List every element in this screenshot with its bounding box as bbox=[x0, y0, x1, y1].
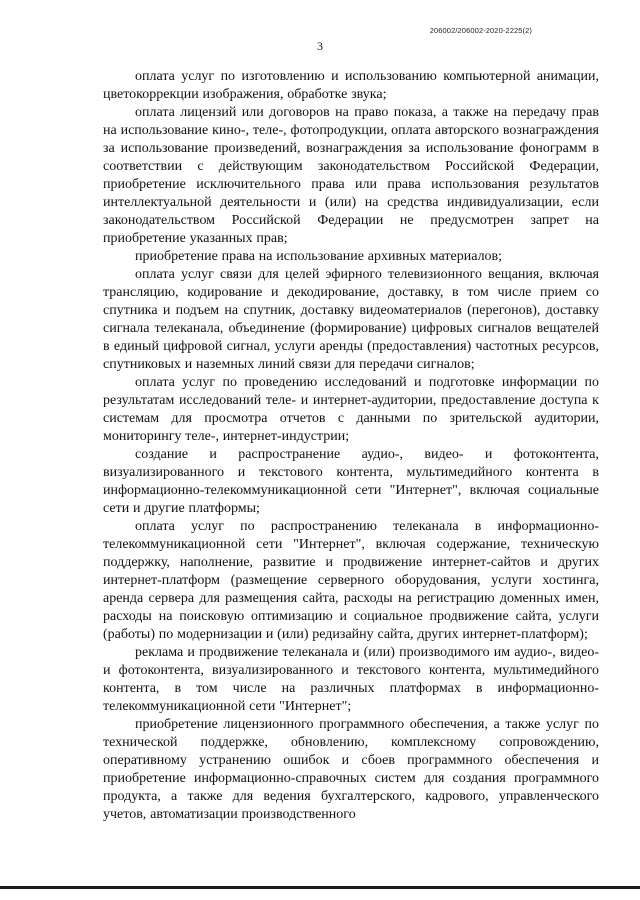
paragraph: оплата услуг по изготовлению и использованию компьютерной анимации, цветокоррекции изображения, обработке звука; bbox=[103, 69, 599, 102]
document-body bbox=[103, 68, 599, 824]
scan-edge-line bbox=[0, 886, 640, 889]
paragraph: приобретение лицензионного программного обеспечения, а также услуг по технической поддержке, обновлению, комплексному сопровождению, оперативному устранению ошибок и сбоев программного обеспечения и приобретение информационно-справочных систем для создания программного продукта, а также для ведения бухгалтерского, кадрового, управленческого учетов, автоматизации производственного bbox=[103, 717, 599, 822]
document-code: 206002/206002-2020-2225(2) bbox=[429, 26, 532, 35]
paragraph: создание и распространение аудио-, видео- и фотоконтента, визуализированного и текстового контента, мультимедийного контента в информационно-телекоммуникационной сети "Интернет", включая социальные сети и другие платформы; bbox=[103, 447, 599, 516]
paragraph: приобретение права на использование архивных материалов; bbox=[135, 249, 503, 264]
paragraph: оплата лицензий или договоров на право показа, а также на передачу прав на использование кино-, теле-, фотопродукции, оплата авторского вознаграждения за использование произведений, вознаграждения за использование фонограмм в соответствии с действующим законодательством Российской Федерации, приобретение исключительного права или права использования результатов интеллектуальной деятельности и (или) на средства индивидуализации, если законодательством Российской Федерации не предусмотрен запрет на приобретение указанных прав; bbox=[103, 105, 599, 246]
paragraph: реклама и продвижение телеканала и (или) производимого им аудио-, видео- и фотоконтента, визуализированного и текстового контента, мультимедийного контента, в том числе на различных платформах в информационно-телекоммуникационной сети "Интернет"; bbox=[103, 645, 599, 714]
paragraph: оплата услуг связи для целей эфирного телевизионного вещания, включая трансляцию, кодирование и декодирование, доставку, в том числе прием со спутника и подъем на спутник, доставку видеоматериалов (перегонов), доставку сигнала телеканала, объединение (формирование) цифровых сигналов вещателей в единый цифровой сигнал, услуги аренды (предоставления) частотных ресурсов, спутниковых и наземных линий связи для передачи сигналов; bbox=[103, 267, 599, 372]
paragraph: оплата услуг по распространению телеканала в информационно-телекоммуникационной сети "Интернет", включая содержание, техническую поддержку, наполнение, развитие и продвижение интернет-сайтов и других интернет-платформ (размещение серверного оборудования, услуги хостинга, аренда сервера для размещения сайта, расходы на регистрацию доменных имен, расходы на поисковую оптимизацию и социальное продвижение сайта, услуги (работы) по модернизации и (или) редизайну сайта, других интернет-платформ); bbox=[103, 519, 599, 642]
paragraph: оплата услуг по проведению исследований и подготовке информации по результатам исследований теле- и интернет-аудитории, предоставление доступа к системам для просмотра отчетов с данными по зрительской аудитории, мониторингу теле-, интернет-индустрии; bbox=[103, 375, 599, 444]
page-number: 3 bbox=[317, 39, 323, 53]
